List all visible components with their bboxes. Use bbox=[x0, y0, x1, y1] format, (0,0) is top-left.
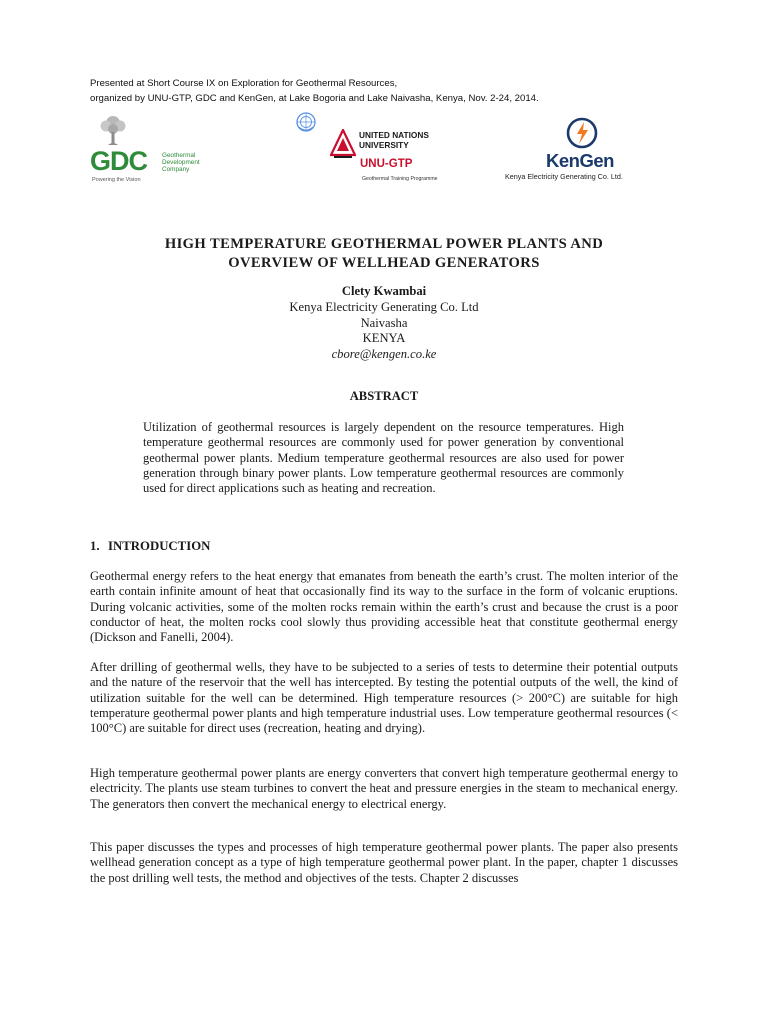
unu-name-line: UNIVERSITY bbox=[359, 139, 409, 150]
gdc-subtitle bbox=[162, 152, 222, 173]
author-email: cbore@kengen.co.ke bbox=[331, 347, 437, 362]
author-city: Naivasha bbox=[360, 315, 408, 330]
gdc-sub-line: Development bbox=[162, 159, 200, 166]
author-country: KENYA bbox=[362, 331, 406, 346]
gdc-tagline: Powering the Vision bbox=[92, 177, 141, 183]
unu-name-line: UNITED NATIONS bbox=[359, 130, 429, 140]
tree-icon bbox=[96, 114, 130, 146]
author-block bbox=[90, 284, 678, 363]
kengen-swirl-icon bbox=[565, 116, 599, 150]
unu-program-name: Geothermal Training Programme bbox=[362, 176, 438, 182]
presented-line-1: Presented at Short Course IX on Exploration for Geothermal Resources, bbox=[90, 78, 398, 89]
section-heading-introduction bbox=[90, 539, 210, 554]
paper-title bbox=[90, 235, 678, 273]
un-logo bbox=[296, 112, 326, 142]
section-title: INTRODUCTION bbox=[108, 539, 211, 553]
title-line-2: OVERVIEW OF WELLHEAD GENERATORS bbox=[228, 255, 540, 271]
body-paragraph: After drilling of geothermal wells, they have to be subjected to a series of tests to determine their potential outputs and the nature of the reservoir that the well has intercepted. By testing the potential outputs of the well, the kind of utilization suitable for the well can be determined. High temperature resources (> 200°C) are suitable for high temperature geothermal power plants and high temperature industrial uses. Low temperature geothermal resources (< 100°C) are suitable for direct uses (recreation, heating and drying). bbox=[90, 660, 678, 736]
kengen-caption: Kenya Electricity Generating Co. Ltd. bbox=[505, 172, 623, 181]
unu-emblem-icon bbox=[330, 129, 356, 159]
gdc-wordmark: GDC bbox=[90, 146, 147, 176]
abstract-heading: ABSTRACT bbox=[349, 389, 419, 403]
body-paragraph: This paper discusses the types and processes of high temperature geothermal power plants. The paper also presents wellhead generation concept as a type of high temperature geothermal power plant. In the paper, chapter 1 discusses the post drilling well tests, the method and objectives of the tests. Chapter 2 discusses bbox=[90, 840, 678, 885]
un-emblem-icon bbox=[296, 112, 316, 132]
presented-line-2: organized by UNU-GTP, GDC and KenGen, at Lake Bogoria and Lake Naivasha, Kenya, Nov. 2-24, 2014. bbox=[90, 92, 539, 104]
unu-gtp-wordmark: UNU-GTP bbox=[360, 158, 413, 170]
title-line-1: HIGH TEMPERATURE GEOTHERMAL POWER PLANTS AND bbox=[164, 236, 604, 252]
abstract-text: Utilization of geothermal resources is largely dependent on the resource temperatures. High temperature geothermal resources are commonly used for power generation by conventional geothermal power plants. Medium temperature geothermal resources are also used for power generation through binary power plants. Low temperature geothermal resources are commonly used for direct applications such as heating and recreation. bbox=[143, 420, 624, 496]
section-number: 1. bbox=[90, 539, 100, 553]
author-name: Clety Kwambai bbox=[341, 284, 427, 298]
unu-name bbox=[359, 131, 429, 150]
author-affiliation: Kenya Electricity Generating Co. Ltd bbox=[289, 299, 479, 314]
presented-at-note bbox=[90, 77, 710, 106]
body-paragraph: High temperature geothermal power plants are energy converters that convert high temperature geothermal energy to electricity. The plants use steam turbines to convert the heat and pressure energies in the steam to mechanical energy. The generators then convert the mechanical energy to electrical energy. bbox=[90, 766, 678, 811]
body-paragraph: Geothermal energy refers to the heat energy that emanates from beneath the earth’s crust. The molten interior of the earth contain infinite amount of heat that occasionally find its way to the surface in the form of volcanic eruptions. During volcanic activities, some of the molten rocks remain within the earth’s crust and because the crust is a poor conductor of heat, the molten rocks cool slowly thus providing accessible heat that constitute geothermal energy (Dickson and Fanelli, 2004). bbox=[90, 569, 678, 645]
gdc-sub-line: Geothermal bbox=[162, 152, 196, 159]
gdc-logo bbox=[90, 114, 220, 184]
kengen-wordmark: KenGen bbox=[546, 150, 614, 171]
unu-gtp-logo bbox=[328, 127, 498, 187]
gdc-sub-line: Company bbox=[162, 166, 190, 173]
